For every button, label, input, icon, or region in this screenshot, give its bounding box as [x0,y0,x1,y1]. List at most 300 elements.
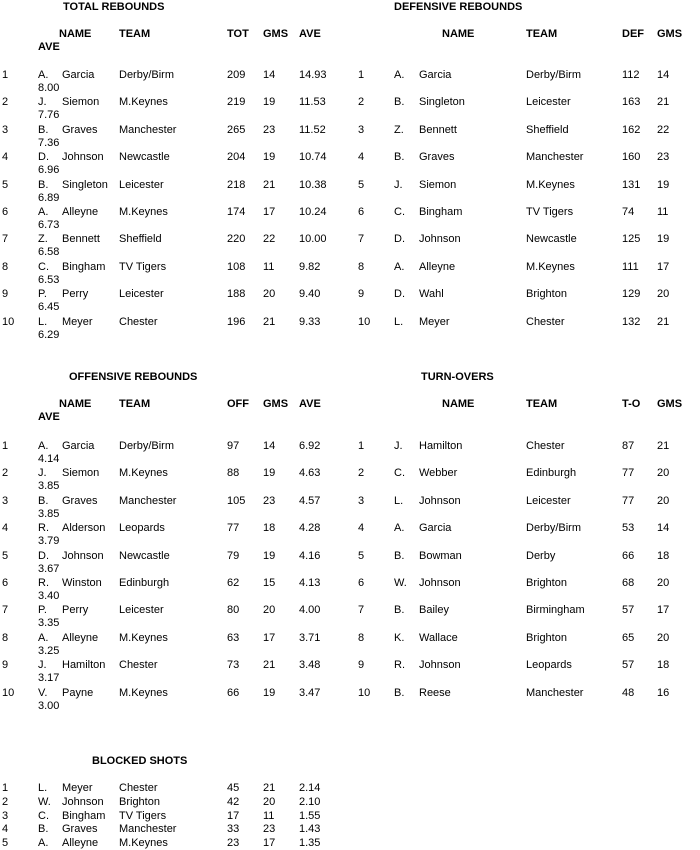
total-rebounds-row-rank: 9 [2,288,9,301]
offensive-rebounds-row-ave: 3.48 [299,659,321,672]
total-rebounds-row-rank: 7 [2,233,9,246]
total-rebounds-row-stat: 204 [227,151,246,164]
turn-overs-row-name: Reese [419,686,451,699]
turn-overs-row-initial: A. [394,522,405,535]
offensive-rebounds-row-name: Perry [62,604,89,617]
total-rebounds-row-name: Siemon [62,96,100,109]
offensive-rebounds-row-ave-wrap: 3.17 [38,672,60,685]
offensive-rebounds-row-ave-wrap: 3.40 [38,590,60,602]
offensive-rebounds-row-initial: A. [38,631,49,644]
turn-overs-row-rank: 8 [358,631,365,644]
offensive-rebounds-row-initial: J. [38,659,47,672]
defensive-rebounds-row-rank: 2 [358,96,365,109]
turn-overs-row-initial: R. [394,659,405,672]
turn-overs-row-gms: 20 [657,631,670,644]
total-rebounds-row-name: Johnson [62,151,104,164]
total-rebounds-row-initial: A. [38,206,49,218]
offensive-rebounds-row-stat: 97 [227,440,240,452]
total-rebounds-row-rank: 1 [2,69,9,81]
turn-overs-header-stat: T-O [622,398,641,410]
defensive-rebounds-row-name: Wahl [419,288,444,301]
turn-overs-row-stat: 77 [622,467,635,480]
offensive-rebounds-row-gms: 21 [263,659,276,672]
offensive-rebounds-row-initial: V. [38,686,48,699]
total-rebounds-row-name: Garcia [62,69,95,81]
defensive-rebounds-row-team: Newcastle [526,233,577,246]
total-rebounds-row-stat: 209 [227,69,246,81]
turn-overs-row-gms: 16 [657,686,670,699]
offensive-rebounds-row-initial: J. [38,467,47,480]
total-rebounds-row-ave-wrap: 7.76 [38,109,60,122]
turn-overs-row-team: Birmingham [526,604,585,617]
offensive-rebounds-row-rank: 6 [2,577,9,589]
turn-overs-row-stat: 77 [622,494,635,507]
total-rebounds-row-ave: 9.40 [299,288,321,301]
defensive-rebounds-row-team: Leicester [526,96,571,109]
offensive-rebounds-row-rank: 2 [2,467,9,480]
turn-overs-row-initial: B. [394,549,405,562]
offensive-rebounds-row-ave: 4.57 [299,494,321,507]
offensive-rebounds-row-gms: 18 [263,522,276,535]
turn-overs-row-rank: 6 [358,577,365,589]
blocked-shots-row-ave: 1.43 [299,823,321,836]
total-rebounds-header-stat: TOT [227,28,249,40]
total-rebounds-row-ave-wrap: 6.29 [38,328,60,341]
total-rebounds-row-rank: 4 [2,151,9,164]
offensive-rebounds-row-stat: 79 [227,549,240,562]
offensive-rebounds-row-name: Alleyne [62,631,99,644]
total-rebounds-row-team: Leicester [119,288,164,301]
offensive-rebounds-row-ave-wrap: 4.14 [38,453,60,465]
offensive-rebounds-header-stat: OFF [227,398,249,410]
offensive-rebounds-row-ave: 4.13 [299,577,321,589]
blocked-shots-row-team: Manchester [119,823,177,836]
turn-overs-row-rank: 5 [358,549,365,562]
blocked-shots-row-ave: 2.10 [299,795,321,808]
defensive-rebounds-row-rank: 1 [358,69,365,81]
total-rebounds-title: TOTAL REBOUNDS [63,1,165,13]
defensive-rebounds-row-initial: A. [394,260,405,273]
blocked-shots-row-name: Alleyne [62,837,99,850]
total-rebounds-row-gms: 14 [263,69,276,81]
defensive-rebounds-row-initial: L. [394,315,404,328]
total-rebounds-row-ave: 9.82 [299,260,321,273]
defensive-rebounds-row-name: Johnson [419,233,461,246]
offensive-rebounds-row-rank: 7 [2,604,9,617]
blocked-shots-row-name: Graves [62,823,98,836]
turn-overs-row-initial: W. [394,577,407,589]
total-rebounds-row-ave: 11.52 [299,123,326,136]
turn-overs-row-initial: K. [394,631,405,644]
blocked-shots-row-rank: 4 [2,823,9,836]
defensive-rebounds-row-name: Bennett [419,123,457,136]
offensive-rebounds-row-gms: 17 [263,631,276,644]
offensive-rebounds-row-ave-wrap: 3.25 [38,644,60,657]
blocked-shots-row-gms: 17 [263,837,276,850]
blocked-shots-row-rank: 5 [2,837,9,850]
defensive-rebounds-row-gms: 23 [657,151,670,164]
turn-overs-row-gms: 18 [657,659,670,672]
offensive-rebounds-row-name: Garcia [62,440,95,452]
turn-overs-row-stat: 57 [622,659,635,672]
defensive-rebounds-row-gms: 21 [657,96,670,109]
total-rebounds-row-ave-wrap: 7.36 [38,136,60,149]
offensive-rebounds-row-stat: 77 [227,522,240,535]
turn-overs-row-stat: 48 [622,686,635,699]
offensive-rebounds-row-stat: 62 [227,577,240,589]
offensive-rebounds-row-team: Chester [119,659,158,672]
defensive-rebounds-row-stat: 160 [622,151,641,164]
defensive-rebounds-row-rank: 6 [358,206,365,218]
defensive-rebounds-row-name: Bingham [419,206,463,218]
turn-overs-row-rank: 7 [358,604,365,617]
turn-overs-row-rank: 2 [358,467,365,480]
defensive-rebounds-row-rank: 10 [358,315,371,328]
turn-overs-row-gms: 20 [657,467,670,480]
turn-overs-row-name: Garcia [419,522,452,535]
blocked-shots-row-gms: 23 [263,823,276,836]
offensive-rebounds-row-ave: 3.71 [299,631,321,644]
offensive-rebounds-row-initial: P. [38,604,47,617]
total-rebounds-header-ave: AVE [299,28,321,40]
defensive-rebounds-row-initial: B. [394,96,405,109]
turn-overs-row-team: Brighton [526,631,567,644]
total-rebounds-row-ave: 11.53 [299,96,326,109]
turn-overs-row-rank: 1 [358,440,365,452]
defensive-rebounds-row-name: Alleyne [419,260,456,273]
blocked-shots-title: BLOCKED SHOTS [92,755,188,767]
offensive-rebounds-row-ave: 6.92 [299,440,321,452]
turn-overs-row-rank: 10 [358,686,371,699]
total-rebounds-row-rank: 10 [2,315,15,328]
total-rebounds-row-gms: 11 [263,260,275,273]
defensive-rebounds-row-gms: 19 [657,178,670,191]
offensive-rebounds-row-ave-wrap: 3.35 [38,617,60,630]
defensive-rebounds-row-rank: 9 [358,288,365,301]
total-rebounds-row-ave-wrap: 6.96 [38,164,60,177]
offensive-rebounds-header-ave: AVE [299,398,321,410]
defensive-rebounds-row-rank: 3 [358,123,365,136]
turn-overs-row-name: Bailey [419,604,449,617]
offensive-rebounds-row-ave: 4.00 [299,604,321,617]
offensive-rebounds-row-gms: 14 [263,440,276,452]
turn-overs-row-stat: 87 [622,440,635,452]
offensive-rebounds-row-ave: 4.63 [299,467,321,480]
total-rebounds-row-name: Perry [62,288,89,301]
turn-overs-row-gms: 20 [657,577,670,589]
defensive-rebounds-row-rank: 7 [358,233,365,246]
total-rebounds-row-rank: 8 [2,260,9,273]
turn-overs-row-gms: 18 [657,549,670,562]
offensive-rebounds-row-name: Siemon [62,467,100,480]
offensive-rebounds-row-stat: 80 [227,604,240,617]
offensive-rebounds-row-stat: 63 [227,631,240,644]
total-rebounds-row-gms: 21 [263,178,276,191]
turn-overs-row-team: Leicester [526,494,571,507]
total-rebounds-row-team: Manchester [119,123,177,136]
total-rebounds-row-team: TV Tigers [119,260,167,273]
offensive-rebounds-row-initial: R. [38,577,49,589]
total-rebounds-row-initial: D. [38,151,49,164]
total-rebounds-row-gms: 19 [263,96,276,109]
defensive-rebounds-row-name: Graves [419,151,455,164]
defensive-rebounds-row-gms: 19 [657,233,670,246]
blocked-shots-row-rank: 2 [2,795,9,808]
defensive-rebounds-row-gms: 21 [657,315,670,328]
turn-overs-row-initial: C. [394,467,405,480]
total-rebounds-row-stat: 218 [227,178,246,191]
total-rebounds-row-name: Singleton [62,178,108,191]
defensive-rebounds-header-team: TEAM [526,28,558,40]
defensive-rebounds-row-gms: 14 [657,69,670,81]
total-rebounds-row-initial: P. [38,288,47,301]
total-rebounds-row-initial: A. [38,69,49,81]
turn-overs-row-name: Bowman [419,549,462,562]
turn-overs-row-name: Wallace [419,631,458,644]
offensive-rebounds-row-team: Newcastle [119,549,170,562]
turn-overs-row-initial: B. [394,604,405,617]
offensive-rebounds-row-rank: 4 [2,522,9,535]
total-rebounds-row-team: M.Keynes [119,96,168,109]
defensive-rebounds-header-stat: DEF [622,28,644,40]
blocked-shots-row-initial: C. [38,809,49,822]
total-rebounds-row-team: Leicester [119,178,164,191]
turn-overs-row-initial: J. [394,440,403,452]
total-rebounds-row-team: Derby/Birm [119,69,175,81]
total-rebounds-row-stat: 219 [227,96,246,109]
total-rebounds-row-gms: 20 [263,288,276,301]
defensive-rebounds-row-team: M.Keynes [526,260,575,273]
blocked-shots-row-name: Johnson [62,795,104,808]
total-rebounds-row-team: M.Keynes [119,206,168,218]
blocked-shots-row-initial: A. [38,837,49,850]
turn-overs-title: TURN-OVERS [421,371,494,383]
offensive-rebounds-row-ave-wrap: 3.79 [38,535,60,548]
total-rebounds-row-team: Sheffield [119,233,162,246]
turn-overs-row-gms: 14 [657,522,670,535]
offensive-rebounds-row-rank: 5 [2,549,9,562]
blocked-shots-row-ave: 1.55 [299,809,321,822]
total-rebounds-header-gms: GMS [263,28,289,40]
offensive-rebounds-title: OFFENSIVE REBOUNDS [69,371,198,383]
total-rebounds-row-team: Newcastle [119,151,170,164]
defensive-rebounds-row-team: M.Keynes [526,178,575,191]
total-rebounds-row-ave-wrap: 8.00 [38,82,60,94]
total-rebounds-row-gms: 19 [263,151,276,164]
defensive-rebounds-row-name: Singleton [419,96,465,109]
defensive-rebounds-row-stat: 162 [622,123,641,136]
total-rebounds-row-initial: J. [38,96,47,109]
turn-overs-row-team: Edinburgh [526,467,577,480]
total-rebounds-row-team: Chester [119,315,158,328]
offensive-rebounds-row-team: Leicester [119,604,164,617]
defensive-rebounds-row-rank: 4 [358,151,365,164]
offensive-rebounds-row-name: Payne [62,686,94,699]
defensive-rebounds-row-rank: 5 [358,178,365,191]
total-rebounds-row-stat: 188 [227,288,246,301]
total-rebounds-row-gms: 17 [263,206,276,218]
defensive-rebounds-row-stat: 125 [622,233,641,246]
blocked-shots-row-ave: 1.35 [299,837,321,850]
offensive-rebounds-row-team: M.Keynes [119,686,168,699]
blocked-shots-row-initial: L. [38,782,48,794]
total-rebounds-row-stat: 196 [227,315,246,328]
offensive-rebounds-row-stat: 105 [227,494,246,507]
offensive-rebounds-row-initial: D. [38,549,49,562]
offensive-rebounds-row-name: Winston [62,577,102,589]
total-rebounds-row-ave: 14.93 [299,69,327,81]
offensive-rebounds-row-gms: 23 [263,494,276,507]
blocked-shots-row-gms: 20 [263,795,276,808]
defensive-rebounds-title: DEFENSIVE REBOUNDS [394,1,523,13]
blocked-shots-row-stat: 45 [227,782,240,794]
offensive-rebounds-row-initial: R. [38,522,49,535]
turn-overs-row-gms: 20 [657,494,670,507]
offensive-rebounds-row-name: Johnson [62,549,104,562]
turn-overs-row-initial: B. [394,686,405,699]
turn-overs-row-team: Chester [526,440,565,452]
offensive-rebounds-row-rank: 3 [2,494,9,507]
total-rebounds-row-name: Graves [62,123,98,136]
offensive-rebounds-row-ave-wrap: 3.00 [38,699,60,712]
defensive-rebounds-row-gms: 11 [657,206,669,218]
total-rebounds-row-ave-wrap: 6.45 [38,301,60,314]
turn-overs-row-gms: 17 [657,604,670,617]
blocked-shots-row-team: TV Tigers [119,809,167,822]
defensive-rebounds-row-name: Meyer [419,315,450,328]
offensive-rebounds-row-rank: 8 [2,631,9,644]
offensive-rebounds-row-gms: 19 [263,549,276,562]
turn-overs-row-initial: L. [394,494,404,507]
total-rebounds-row-ave: 10.74 [299,151,327,164]
turn-overs-row-stat: 53 [622,522,635,535]
offensive-rebounds-row-rank: 1 [2,440,9,452]
turn-overs-row-name: Webber [419,467,458,480]
offensive-rebounds-row-rank: 10 [2,686,15,699]
turn-overs-row-stat: 65 [622,631,635,644]
offensive-rebounds-row-team: Derby/Birm [119,440,175,452]
defensive-rebounds-row-initial: Z. [394,123,404,136]
total-rebounds-row-ave: 9.33 [299,315,321,328]
total-rebounds-row-rank: 3 [2,123,9,136]
offensive-rebounds-row-gms: 19 [263,467,276,480]
offensive-rebounds-row-ave-wrap: 3.85 [38,507,60,520]
offensive-rebounds-row-team: M.Keynes [119,631,168,644]
defensive-rebounds-row-name: Siemon [419,178,457,191]
total-rebounds-row-ave: 10.24 [299,206,327,218]
blocked-shots-row-initial: B. [38,823,49,836]
total-rebounds-row-initial: C. [38,260,49,273]
offensive-rebounds-row-team: Leopards [119,522,165,535]
blocked-shots-row-ave: 2.14 [299,782,321,794]
offensive-rebounds-row-stat: 88 [227,467,240,480]
defensive-rebounds-row-initial: C. [394,206,405,218]
blocked-shots-row-gms: 11 [263,809,275,822]
offensive-rebounds-row-name: Alderson [62,522,106,535]
offensive-rebounds-header-name: NAME [59,398,92,410]
defensive-rebounds-row-team: TV Tigers [526,206,574,218]
blocked-shots-row-initial: W. [38,795,51,808]
defensive-rebounds-row-gms: 22 [657,123,670,136]
defensive-rebounds-row-team: Sheffield [526,123,569,136]
turn-overs-row-name: Johnson [419,659,461,672]
offensive-rebounds-row-name: Hamilton [62,659,106,672]
total-rebounds-row-initial: B. [38,178,49,191]
total-rebounds-header-team: TEAM [119,28,151,40]
defensive-rebounds-row-team: Brighton [526,288,567,301]
turn-overs-row-name: Johnson [419,577,461,589]
turn-overs-row-team: Brighton [526,577,567,589]
total-rebounds-row-ave-wrap: 6.53 [38,273,60,286]
turn-overs-row-stat: 68 [622,577,635,589]
offensive-rebounds-header-team: TEAM [119,398,151,410]
total-rebounds-row-ave: 10.38 [299,178,327,191]
offensive-rebounds-row-ave: 3.47 [299,686,321,699]
turn-overs-row-name: Hamilton [419,440,463,452]
defensive-rebounds-header-name: NAME [442,28,475,40]
turn-overs-row-stat: 66 [622,549,635,562]
defensive-rebounds-row-rank: 8 [358,260,365,273]
offensive-rebounds-row-team: M.Keynes [119,467,168,480]
blocked-shots-row-rank: 3 [2,809,9,822]
defensive-rebounds-row-initial: J. [394,178,403,191]
turn-overs-row-gms: 21 [657,440,670,452]
offensive-rebounds-row-stat: 73 [227,659,240,672]
offensive-rebounds-row-gms: 20 [263,604,276,617]
blocked-shots-row-stat: 33 [227,823,240,836]
total-rebounds-row-ave-wrap: 6.58 [38,246,60,259]
defensive-rebounds-row-team: Manchester [526,151,584,164]
offensive-rebounds-header-ave-wrap: AVE [38,411,60,423]
defensive-rebounds-row-stat: 74 [622,206,635,218]
total-rebounds-row-stat: 220 [227,233,246,246]
total-rebounds-row-stat: 108 [227,260,246,273]
defensive-rebounds-header-gms: GMS [657,28,683,40]
blocked-shots-row-gms: 21 [263,782,276,794]
offensive-rebounds-row-name: Graves [62,494,98,507]
offensive-rebounds-row-rank: 9 [2,659,9,672]
defensive-rebounds-row-name: Garcia [419,69,452,81]
total-rebounds-row-initial: L. [38,315,48,328]
turn-overs-row-name: Johnson [419,494,461,507]
blocked-shots-row-team: Chester [119,782,158,794]
total-rebounds-row-initial: B. [38,123,49,136]
defensive-rebounds-row-team: Chester [526,315,565,328]
turn-overs-header-gms: GMS [657,398,683,410]
offensive-rebounds-row-team: Edinburgh [119,577,170,589]
blocked-shots-row-name: Meyer [62,782,93,794]
offensive-rebounds-header-gms: GMS [263,398,289,410]
total-rebounds-row-stat: 265 [227,123,246,136]
turn-overs-header-team: TEAM [526,398,558,410]
offensive-rebounds-row-ave-wrap: 3.67 [38,562,60,575]
blocked-shots-row-rank: 1 [2,782,9,794]
offensive-rebounds-row-ave: 4.28 [299,522,321,535]
blocked-shots-row-stat: 23 [227,837,240,850]
defensive-rebounds-row-initial: A. [394,69,405,81]
defensive-rebounds-row-stat: 132 [622,315,641,328]
blocked-shots-row-stat: 17 [227,809,240,822]
total-rebounds-row-name: Alleyne [62,206,99,218]
total-rebounds-row-rank: 2 [2,96,9,109]
blocked-shots-row-name: Bingham [62,809,106,822]
defensive-rebounds-row-stat: 129 [622,288,641,301]
offensive-rebounds-row-gms: 19 [263,686,276,699]
total-rebounds-row-name: Meyer [62,315,93,328]
total-rebounds-header-ave-wrap: AVE [38,41,60,53]
defensive-rebounds-row-gms: 17 [657,260,670,273]
total-rebounds-row-initial: Z. [38,233,48,246]
